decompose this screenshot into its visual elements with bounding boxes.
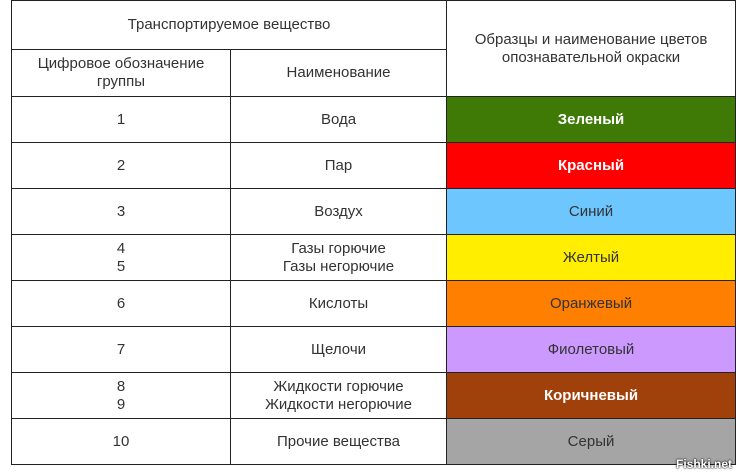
substance-name: Пар xyxy=(324,156,353,174)
header-group-code: Цифровое обозначение группы xyxy=(12,50,231,97)
color-name: Синий xyxy=(568,202,614,220)
pipe-color-table xyxy=(11,0,736,465)
header-name: Наименование xyxy=(231,50,447,97)
table-row xyxy=(12,97,736,143)
color-name: Фиолетовый xyxy=(547,340,635,358)
header-substance: Транспортируемое вещество xyxy=(12,1,447,50)
color-sample-cell xyxy=(447,97,736,143)
table-row xyxy=(12,235,736,281)
substance-name-cell xyxy=(231,281,447,327)
group-code: 7 xyxy=(116,340,126,358)
table-row xyxy=(12,143,736,189)
substance-name: Газы негорючие xyxy=(282,257,395,275)
group-code: 2 xyxy=(116,156,126,174)
group-code-cell xyxy=(12,281,231,327)
substance-name: Газы горючие xyxy=(291,239,386,257)
table-row xyxy=(12,419,736,465)
substance-name: Вода xyxy=(320,110,357,128)
substance-name: Кислоты xyxy=(308,294,369,312)
color-sample-cell xyxy=(447,281,736,327)
header-color-samples: Образцы и наименование цветов опознавательной окраски xyxy=(447,1,736,97)
color-name: Красный xyxy=(557,156,625,174)
substance-name-cell xyxy=(231,189,447,235)
substance-name: Жидкости негорючие xyxy=(265,395,412,413)
group-code: 9 xyxy=(116,395,126,413)
group-code: 10 xyxy=(112,432,130,450)
substance-name-cell xyxy=(231,373,447,419)
substance-name-cell xyxy=(231,97,447,143)
group-code-cell xyxy=(12,235,231,281)
color-name: Зеленый xyxy=(557,110,625,128)
table-row xyxy=(12,373,736,419)
color-sample-cell xyxy=(447,373,736,419)
group-code-cell xyxy=(12,97,231,143)
group-code: 3 xyxy=(116,202,126,220)
group-code: 5 xyxy=(116,257,126,275)
color-name: Коричневый xyxy=(543,386,639,404)
substance-name: Воздух xyxy=(314,202,363,220)
color-name: Оранжевый xyxy=(549,294,633,312)
substance-name-cell xyxy=(231,235,447,281)
substance-name: Щелочи xyxy=(310,340,367,358)
group-code: 4 xyxy=(116,239,126,257)
color-name: Серый xyxy=(567,432,615,450)
substance-name: Прочие вещества xyxy=(277,432,401,450)
substance-name-cell xyxy=(231,327,447,373)
group-code-cell xyxy=(12,419,231,465)
substance-name: Жидкости горючие xyxy=(273,377,404,395)
table-row xyxy=(12,327,736,373)
color-sample-cell xyxy=(447,143,736,189)
group-code: 1 xyxy=(116,110,126,128)
watermark: Fishki.net xyxy=(675,457,732,471)
group-code-cell xyxy=(12,189,231,235)
substance-name-cell xyxy=(231,419,447,465)
color-sample-cell xyxy=(447,235,736,281)
group-code: 6 xyxy=(116,294,126,312)
color-name: Желтый xyxy=(562,248,620,266)
table-row xyxy=(12,189,736,235)
group-code-cell xyxy=(12,327,231,373)
color-sample-cell xyxy=(447,327,736,373)
group-code-cell xyxy=(12,373,231,419)
table-row xyxy=(12,281,736,327)
substance-name-cell xyxy=(231,143,447,189)
group-code-cell xyxy=(12,143,231,189)
group-code: 8 xyxy=(116,377,126,395)
color-sample-cell xyxy=(447,189,736,235)
